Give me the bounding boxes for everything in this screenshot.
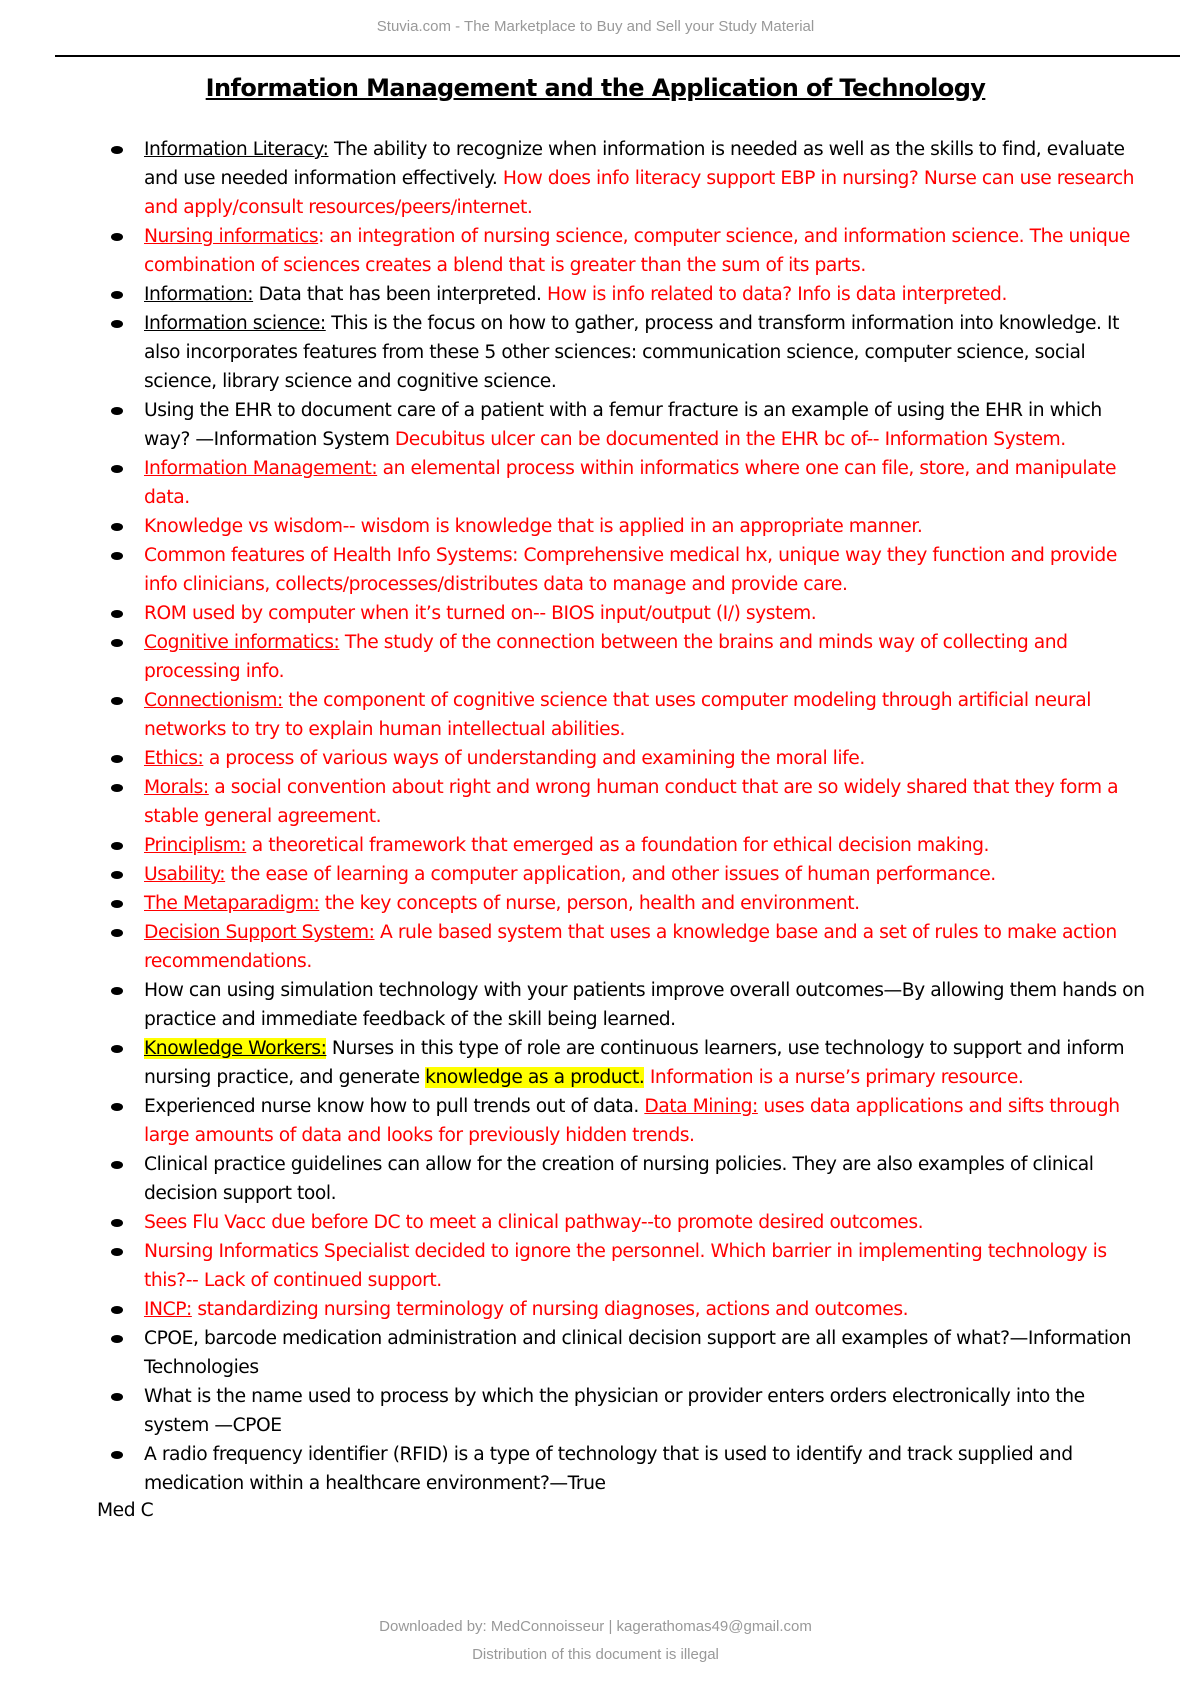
item-text: Using the EHR to document care of a patient with a femur fracture is an example of using the EHR in which way? —Information System	[144, 400, 1102, 450]
list-item	[0, 1208, 1191, 1237]
bullet-icon	[111, 842, 123, 850]
list-item	[0, 309, 1191, 396]
term-label: Information:	[144, 284, 254, 305]
list-item	[0, 1150, 1191, 1208]
bullet-icon	[111, 552, 123, 560]
list-item	[0, 541, 1191, 599]
bullet-icon	[111, 465, 123, 473]
term-label: Information Literacy:	[144, 139, 329, 160]
item-text: an elemental process within informatics where one can file, store, and manipulate data.	[144, 458, 1117, 508]
bullet-icon	[111, 407, 123, 415]
list-item	[0, 280, 1191, 309]
term-label: Data Mining:	[644, 1096, 758, 1117]
item-text: ROM used by computer when it’s turned on-- BIOS input/output (I/) system.	[144, 603, 817, 624]
list-item	[0, 1092, 1191, 1150]
download-notice: Downloaded by: MedConnoisseur | kagerathomas49@gmail.com	[379, 1618, 812, 1635]
item-text: A rule based system that uses a knowledge base and a set of rules to make action recommendations.	[144, 922, 1117, 972]
term-label: Morals:	[144, 777, 209, 798]
bullet-icon	[111, 755, 123, 763]
term-label: INCP:	[144, 1299, 192, 1320]
document-title: Information Management and the Application of Technology	[205, 74, 986, 102]
list-item	[0, 889, 1191, 918]
bullet-icon	[111, 610, 123, 618]
list-item	[0, 135, 1191, 222]
item-text: How is info related to data? Info is data interpreted.	[546, 284, 1007, 305]
item-text: knowledge as a product.	[425, 1067, 645, 1088]
bullet-icon	[111, 1451, 123, 1459]
bullet-icon	[111, 1335, 123, 1343]
item-text: How can using simulation technology with your patients improve overall outcomes—By allowing them hands on practice and immediate feedback of the skill being learned.	[144, 980, 1145, 1030]
term-label: Information science:	[144, 313, 326, 334]
list-item	[0, 1324, 1191, 1382]
item-text: standardizing nursing terminology of nursing diagnoses, actions and outcomes.	[191, 1299, 909, 1320]
list-item	[0, 1237, 1191, 1295]
list-item	[0, 1295, 1191, 1324]
list-item	[0, 1440, 1191, 1498]
item-text: Clinical practice guidelines can allow for the creation of nursing policies. They are also examples of clinical decision support tool.	[144, 1154, 1094, 1204]
bullet-icon	[111, 1103, 123, 1111]
list-item	[0, 773, 1191, 831]
bullet-icon	[111, 233, 123, 241]
item-text: a social convention about right and wrong human conduct that are so widely shared that they form a stable general agreement.	[144, 777, 1119, 827]
list-item	[0, 222, 1191, 280]
item-text: How does info literacy support EBP in nursing? Nurse can use research and apply/consult resources/peers/internet.	[144, 168, 1135, 218]
term-label: Information Management:	[144, 458, 378, 479]
bullet-icon	[111, 900, 123, 908]
term-label: Nursing informatics	[144, 226, 319, 247]
list-item	[0, 744, 1191, 773]
distribution-notice: Distribution of this document is illegal	[472, 1646, 719, 1663]
term-label: Usability:	[144, 864, 226, 885]
header-divider	[55, 55, 1180, 57]
item-text: the key concepts of nurse, person, health and environment.	[319, 893, 860, 914]
list-item	[0, 628, 1191, 686]
item-text: This is the focus on how to gather, process and transform information into knowledge. It also incorporates features from these 5 other sciences: communication science, computer science, social science, library science and cognitive science.	[144, 313, 1119, 392]
bullet-icon	[111, 1045, 123, 1053]
term-label: Decision Support System:	[144, 922, 375, 943]
bullet-icon	[111, 929, 123, 937]
item-text: Nurses in this type of role are continuous learners, use technology to support and inform nursing practice, and generate	[144, 1038, 1125, 1088]
item-text: Common features of Health Info Systems: Comprehensive medical hx, unique way they function and provide info clinicians, collects/processes/distributes data to manage and provide care.	[144, 545, 1117, 595]
term-label: The Metaparadigm:	[144, 893, 320, 914]
item-text: Information is a nurse’s primary resource.	[649, 1067, 1024, 1088]
list-item	[0, 686, 1191, 744]
item-text: : an integration of nursing science, computer science, and information science. The unique combination of sciences creates a blend that is greater than the sum of its parts.	[144, 226, 1130, 276]
trailing-text: Med C	[97, 1500, 154, 1521]
bullet-icon	[111, 291, 123, 299]
item-text: Decubitus ulcer can be documented in the EHR bc of-- Information System.	[394, 429, 1066, 450]
item-text: Experienced nurse know how to pull trends out of data.	[144, 1096, 645, 1117]
term-label: Cognitive informatics:	[144, 632, 340, 653]
list-item	[0, 396, 1191, 454]
list-item	[0, 1382, 1191, 1440]
term-label: Knowledge Workers:	[144, 1038, 327, 1059]
item-text: The ability to recognize when information is needed as well as the skills to find, evaluate and use needed information effectively.	[144, 139, 1125, 189]
item-text: The study of the connection between the brains and minds way of collecting and processing info.	[144, 632, 1068, 682]
item-text: A radio frequency identifier (RFID) is a type of technology that is used to identify and track supplied and medication within a healthcare environment?—True	[144, 1444, 1073, 1494]
notes-list	[0, 135, 1191, 1498]
item-text: Knowledge vs wisdom-- wisdom is knowledge that is applied in an appropriate manner.	[144, 516, 923, 537]
item-text: Data that has been interpreted.	[253, 284, 547, 305]
item-text: Sees Flu Vacc due before DC to meet a clinical pathway--to promote desired outcomes.	[144, 1212, 924, 1233]
term-label: Ethics:	[144, 748, 204, 769]
list-item	[0, 599, 1191, 628]
item-text: What is the name used to process by which the physician or provider enters orders electronically into the system —CPOE	[144, 1386, 1085, 1436]
page-header: Stuvia.com - The Marketplace to Buy and Sell your Study Material	[376, 18, 815, 35]
bullet-icon	[111, 523, 123, 531]
item-text: Nursing Informatics Specialist decided to ignore the personnel. Which barrier in implementing technology is this?-- Lack of continued support.	[144, 1241, 1107, 1291]
term-label: Connectionism:	[144, 690, 283, 711]
bullet-icon	[111, 639, 123, 647]
list-item	[0, 512, 1191, 541]
item-text: the component of cognitive science that uses computer modeling through artificial neural networks to try to explain human intellectual abilities.	[144, 690, 1091, 740]
list-item	[0, 454, 1191, 512]
bullet-icon	[111, 697, 123, 705]
item-text: CPOE, barcode medication administration and clinical decision support are all examples of what?—Information Technologies	[144, 1328, 1132, 1378]
bullet-icon	[111, 1393, 123, 1401]
list-item	[0, 831, 1191, 860]
bullet-icon	[111, 1306, 123, 1314]
item-text: a theoretical framework that emerged as a foundation for ethical decision making.	[246, 835, 989, 856]
item-text: uses data applications and sifts through large amounts of data and looks for previously hidden trends.	[144, 1096, 1120, 1146]
item-text: a process of various ways of understanding and examining the moral life.	[203, 748, 865, 769]
bullet-icon	[111, 784, 123, 792]
list-item	[0, 976, 1191, 1034]
term-label: Principlism:	[144, 835, 247, 856]
bullet-icon	[111, 146, 123, 154]
list-item	[0, 1034, 1191, 1092]
bullet-icon	[111, 1161, 123, 1169]
list-item	[0, 918, 1191, 976]
bullet-icon	[111, 871, 123, 879]
bullet-icon	[111, 320, 123, 328]
bullet-icon	[111, 1219, 123, 1227]
item-text: the ease of learning a computer application, and other issues of human performance.	[225, 864, 996, 885]
bullet-icon	[111, 1248, 123, 1256]
list-item	[0, 860, 1191, 889]
bullet-icon	[111, 987, 123, 995]
